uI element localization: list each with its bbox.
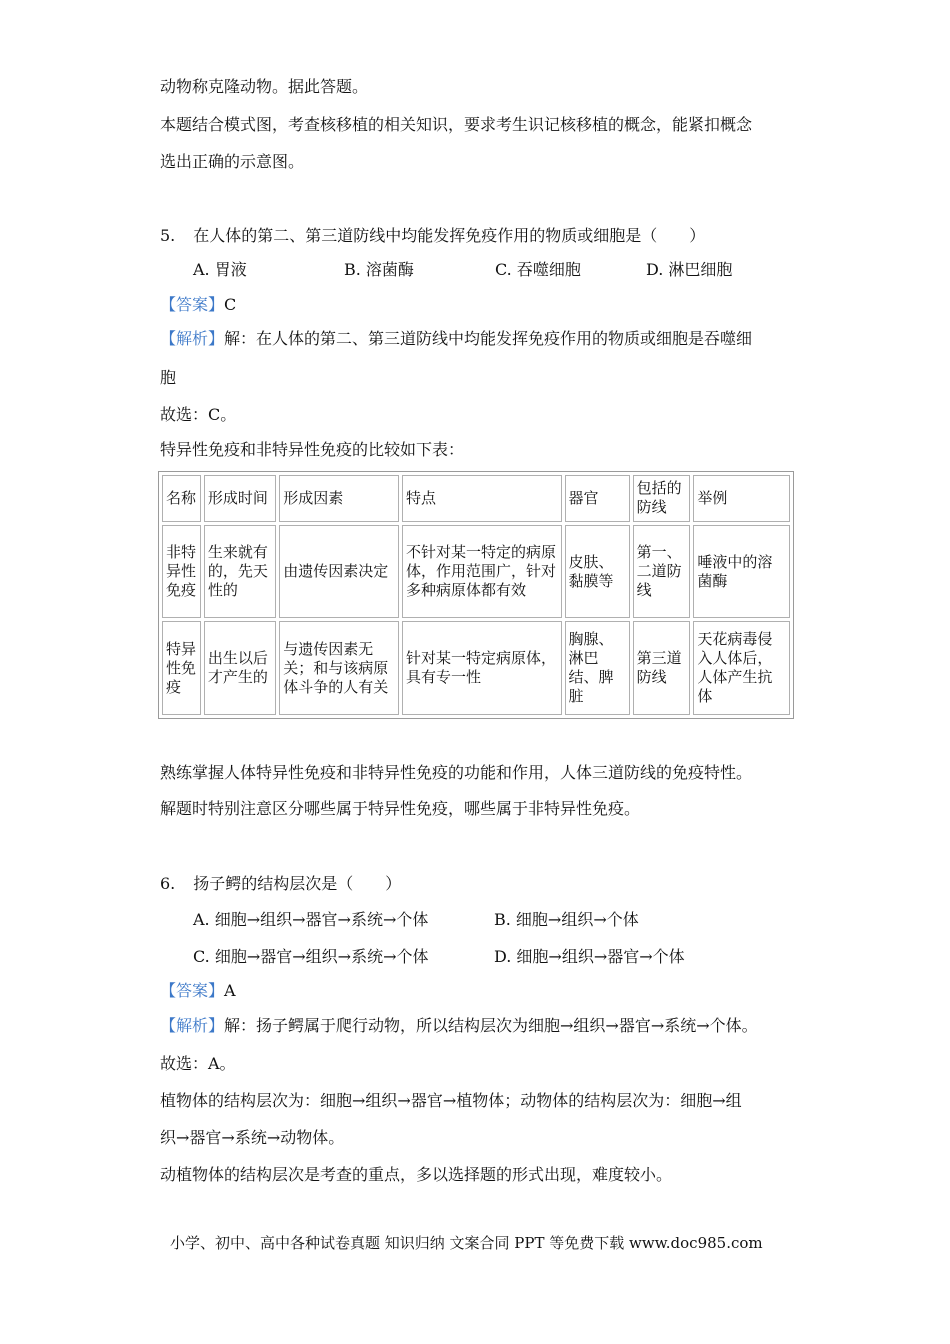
table-cell: 第三道防线	[633, 621, 691, 715]
table-cell: 不针对某一特定的病原体，作用范围广，针对多种病原体都有效	[402, 525, 562, 619]
analysis-text: 解：扬子鳄属于爬行动物，所以结构层次为细胞→组织→器官→系统→个体。	[224, 1016, 758, 1035]
table-cell: 与遗传因素无关；和与该病原体斗争的人有关	[279, 621, 399, 715]
answer-line	[160, 981, 236, 1001]
page-footer: 小学、初中、高中各种试卷真题 知识归纳 文案合同 PPT 等免费下载 www.doc985.com	[170, 1234, 763, 1252]
note-line: 解题时特别注意区分哪些属于特异性免疫，哪些属于非特异性免疫。	[160, 799, 641, 818]
table-cell: 唾液中的溶菌酶	[693, 525, 790, 619]
text-line: 动物称克隆动物。据此答题。	[160, 77, 369, 96]
text-line: 选出正确的示意图。	[160, 152, 305, 171]
question-6-stem	[160, 874, 401, 894]
table-header-cell: 形成时间	[204, 475, 276, 522]
comparison-table	[158, 471, 794, 719]
table-cell: 皮肤、黏膜等	[565, 525, 630, 619]
note-line: 植物体的结构层次为：细胞→组织→器官→植物体；动物体的结构层次为：细胞→组	[160, 1091, 742, 1110]
table-cell: 由遗传因素决定	[279, 525, 399, 619]
option-a: A. 细胞→组织→器官→系统→个体	[193, 910, 429, 929]
question-5-stem	[160, 226, 705, 246]
option-b: B. 溶菌酶	[344, 260, 414, 279]
answer-value: A	[224, 981, 236, 1000]
table-header-cell: 举例	[693, 475, 790, 522]
question-text: 扬子鳄的结构层次是（ ）	[193, 874, 402, 893]
analysis-continuation: 胞	[160, 368, 177, 387]
analysis-line	[160, 329, 752, 349]
table-header-cell: 器官	[565, 475, 630, 522]
table-cell: 出生以后才产生的	[204, 621, 276, 715]
answer-tag: 【答案】	[160, 295, 225, 314]
option-c: C. 细胞→器官→组织→系统→个体	[193, 947, 429, 966]
table-header-cell: 特点	[402, 475, 562, 522]
table-cell: 生来就有的，先天性的	[204, 525, 276, 619]
table-row	[162, 621, 790, 715]
note-line: 织→器官→系统→动物体。	[160, 1128, 345, 1147]
question-number: 5.	[160, 226, 176, 245]
table-cell: 特异性免疫	[162, 621, 201, 715]
option-d: D. 细胞→组织→器官→个体	[494, 947, 685, 966]
table-cell: 胸腺、淋巴结、脾脏	[565, 621, 630, 715]
analysis-text: 解：在人体的第二、第三道防线中均能发挥免疫作用的物质或细胞是吞噬细	[224, 329, 753, 348]
table-intro: 特异性免疫和非特异性免疫的比较如下表：	[160, 440, 465, 459]
analysis-tag: 【解析】	[160, 1016, 225, 1035]
option-a: A. 胃液	[193, 260, 247, 279]
table-header-cell: 形成因素	[279, 475, 399, 522]
table-row	[162, 525, 790, 619]
table-cell: 针对某一特定病原体，具有专一性	[402, 621, 562, 715]
table-header-cell: 名称	[162, 475, 201, 522]
note-line: 动植物体的结构层次是考查的重点，多以选择题的形式出现，难度较小。	[160, 1165, 673, 1184]
answer-tag: 【答案】	[160, 981, 225, 1000]
table-cell: 第一、二道防线	[633, 525, 691, 619]
choice-line: 故选：C。	[160, 405, 237, 424]
question-text: 在人体的第二、第三道防线中均能发挥免疫作用的物质或细胞是（ ）	[193, 226, 706, 245]
option-d: D. 淋巴细胞	[646, 260, 733, 279]
table-cell: 天花病毒侵入人体后，人体产生抗体	[693, 621, 790, 715]
analysis-tag: 【解析】	[160, 329, 225, 348]
table-header-row	[162, 475, 790, 522]
option-c: C. 吞噬细胞	[495, 260, 581, 279]
analysis-line	[160, 1016, 758, 1036]
table-cell: 非特异性免疫	[162, 525, 201, 619]
choice-line: 故选：A。	[160, 1054, 236, 1073]
question-number: 6.	[160, 874, 176, 893]
note-line: 熟练掌握人体特异性免疫和非特异性免疫的功能和作用，人体三道防线的免疫特性。	[160, 763, 753, 782]
answer-value: C	[224, 295, 237, 314]
text-line: 本题结合模式图，考查核移植的相关知识，要求考生识记核移植的概念，能紧扣概念	[160, 115, 753, 134]
answer-line	[160, 295, 236, 315]
table-header-cell: 包括的防线	[633, 475, 691, 522]
option-b: B. 细胞→组织→个体	[494, 910, 639, 929]
